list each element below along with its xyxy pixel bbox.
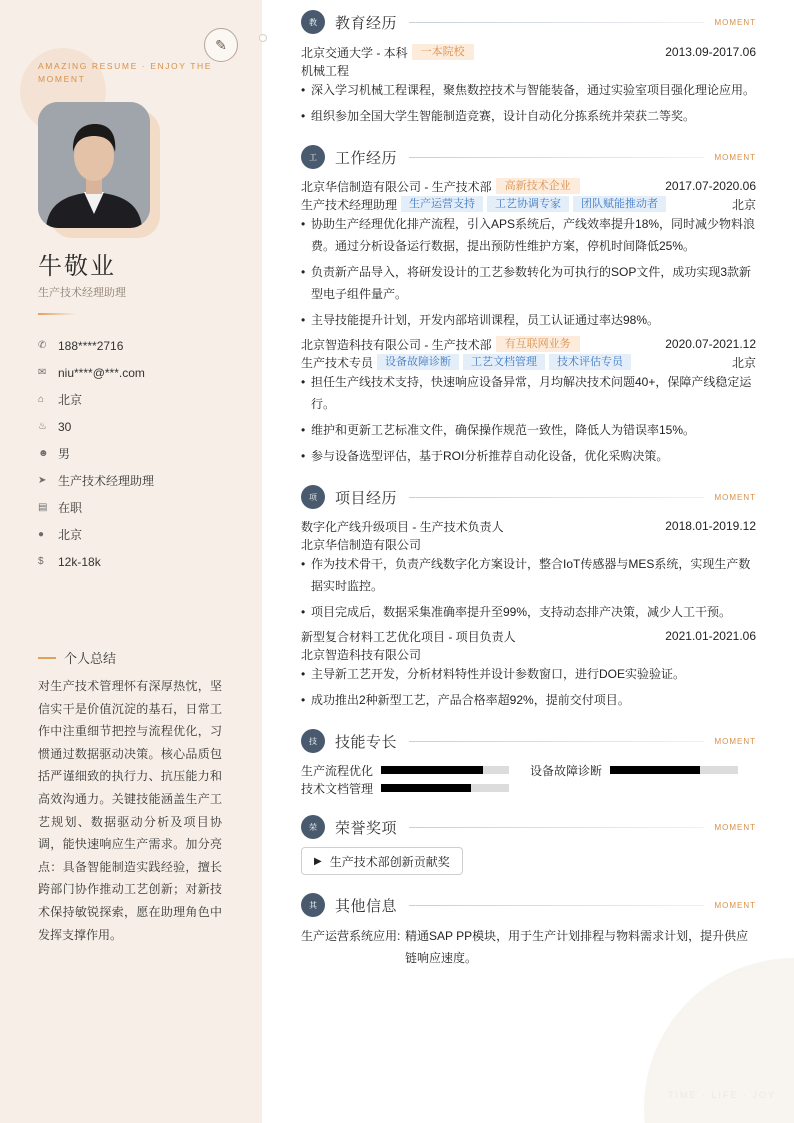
contact-target [38,467,248,494]
work-bullet: • 主导技能提升计划，开发内部培训课程，员工认证通过率达98%。 [301,309,756,331]
work-bullet: • 担任生产线技术支持，快速响应设备异常，月均解决技术问题40+，保障产线稳定运行。 [301,371,756,415]
moment-label: MOMENT [714,736,756,746]
contact-age [38,413,248,440]
section-title: 其他信息 [335,897,398,915]
decorative-dot [259,34,267,42]
company-tag: 有互联网业务 [496,336,580,352]
education-bullet: • 深入学习机械工程课程，聚焦数控技术与智能装备，通过实验室项目强化理论应用。 [301,79,756,101]
play-triangle-icon: ▶ [314,855,322,867]
contact-list [38,332,248,575]
send-icon: ➤ [38,475,47,486]
skill-item [530,761,738,779]
section-header-work [301,145,756,169]
skill-bar-fill [381,766,483,774]
profile-photo [38,102,150,228]
section-title: 技能专长 [335,733,398,751]
gender-icon: ☻ [38,448,49,459]
contact-location [38,521,248,548]
divider [409,827,704,828]
project-company: 北京华信制造有限公司 [301,537,422,552]
person-name: 牛敬业 [38,253,116,280]
project-name: 新型复合材料工艺优化项目 - 项目负责人 [301,629,516,644]
section-header-skills [301,729,756,753]
skill-bar [381,784,509,792]
work-company-row [301,177,756,195]
contact-text: 北京 [58,528,83,542]
skill-bar-fill [610,766,700,774]
feather-badge-icon: ✎ [204,28,238,62]
moment-label: MOMENT [714,492,756,502]
home-icon: ⌂ [38,394,45,405]
skill-item [301,761,509,779]
mail-icon: ✉ [38,367,47,378]
education-bullet: • 组织参加全国大学生智能制造竞赛，设计自动化分拣系统并荣获二等奖。 [301,105,756,127]
project-date: 2021.01-2021.06 [665,629,756,643]
contact-gender [38,440,248,467]
company-name: 北京智造科技有限公司 - 生产技术部 [301,337,492,352]
moment-label: MOMENT [714,152,756,162]
company-name: 北京华信制造有限公司 - 生产技术部 [301,179,492,194]
contact-phone [38,332,248,359]
position: 生产技术经理助理 [301,197,398,212]
company-tag: 高新技术企业 [496,178,580,194]
summary-heading [38,648,116,667]
divider [409,905,704,906]
summary-title: 个人总结 [64,651,117,666]
project-bullet: • 成功推出2种新型工艺，产品合格率超92%，提前交付项目。 [301,689,756,711]
major-row [301,61,756,79]
other-icon: 其 [301,893,325,917]
section-header-education [301,10,756,34]
moment-label: MOMENT [714,900,756,910]
project-bullet: • 主导新工艺开发，分析材料特性并设计参数窗口，进行DOE实验验证。 [301,663,756,685]
work-city: 北京 [731,197,756,212]
work-icon: 工 [301,145,325,169]
other-value: 精通SAP PP模块，用于生产计划排程与物料需求计划，提升供应链响应速度。 [405,929,749,965]
contact-text: 12k-18k [58,554,101,569]
work-date: 2017.07-2020.06 [665,179,756,193]
contact-text: niu****@***.com [58,365,145,380]
work-city: 北京 [731,355,756,370]
skills-icon: 技 [301,729,325,753]
skill-name: 技术文档管理 [301,781,374,796]
work-company-row [301,335,756,353]
skill-item [301,779,509,797]
contact-text: 北京 [58,393,83,407]
briefcase-icon: ▤ [38,502,48,513]
project-name: 数字化产线升级项目 - 生产技术负责人 [301,519,504,534]
skill-bar [610,766,738,774]
project-company-row [301,645,756,663]
honors-icon: 荣 [301,815,325,839]
age-icon: ♨ [38,421,47,432]
phone-icon: ✆ [38,340,47,351]
skill-name: 生产流程优化 [301,763,374,778]
divider [38,313,76,315]
project-bullet: • 作为技术骨干，负责产线数字化方案设计，整合IoT传感器与MES系统，实现生产数据实时监控。 [301,553,756,597]
project-icon: 项 [301,485,325,509]
project-row [301,517,756,535]
major: 机械工程 [301,63,350,78]
section-title: 教育经历 [335,14,398,32]
contact-text: 30 [58,419,72,434]
moment-label: MOMENT [714,822,756,832]
contact-text: 在职 [58,501,83,515]
education-row [301,43,756,61]
section-title: 工作经历 [335,149,398,167]
award-name: 生产技术部创新贡献奖 [329,854,450,869]
heading-bar [38,657,56,659]
person-role: 生产技术经理助理 [38,287,126,299]
contact-salary [38,548,248,575]
section-header-honors [301,815,756,839]
section-title: 项目经历 [335,489,398,507]
tagline: AMAZING RESUME · ENJOY THE MOMENT [38,61,212,84]
skill-tag: 工艺协调专家 [487,196,569,212]
location-pin-icon: ● [38,529,45,540]
project-bullet: • 项目完成后，数据采集准确率提升至99%，支持动态排产决策，减少人工干预。 [301,601,756,623]
skill-bar [381,766,509,774]
salary-icon: $ [38,556,44,567]
work-position-row [301,195,756,213]
contact-text: 188****2716 [58,338,124,353]
other-info-row [301,925,756,969]
award-item [301,847,463,875]
section-title: 荣誉奖项 [335,819,398,837]
skill-name: 设备故障诊断 [530,763,603,778]
project-row [301,627,756,645]
work-bullet: • 维护和更新工艺标准文件，确保操作规范一致性，降低人为错误率15%。 [301,419,756,441]
skill-tag: 生产运营支持 [401,196,483,212]
contact-home [38,386,248,413]
section-header-other [301,893,756,917]
divider [409,741,704,742]
project-company-row [301,535,756,553]
contact-email [38,359,248,386]
section-header-project [301,485,756,509]
project-date: 2018.01-2019.12 [665,519,756,533]
school-tag: 一本院校 [412,44,474,60]
watermark-text: TIME · LIFE · JOY [668,1090,777,1100]
school-name: 北京交通大学 - 本科 [301,45,408,60]
sidebar [0,0,262,1123]
work-bullet: • 协助生产经理优化排产流程，引入APS系统后，产线效率提升18%，同时减少物料浪费。通过分析设备运行数据，提出预防性维护方案，停机时间降低25%。 [301,213,756,257]
work-position-row [301,353,756,371]
person-portrait-icon [38,102,150,228]
contact-text: 生产技术经理助理 [58,474,155,488]
work-date: 2020.07-2021.12 [665,337,756,351]
contact-text: 男 [58,447,71,461]
skill-tag: 技术评估专员 [549,354,631,370]
moment-label: MOMENT [714,17,756,27]
skill-tag: 设备故障诊断 [377,354,459,370]
education-icon: 教 [301,10,325,34]
divider [409,22,704,23]
work-bullet: • 参与设备选型评估，基于ROI分析推荐自动化设备，优化采购决策。 [301,445,756,467]
other-key: 生产运营系统应用: [301,929,401,943]
education-date: 2013.09-2017.06 [665,45,756,59]
divider [409,157,704,158]
divider [409,497,704,498]
skill-tag: 工艺文档管理 [463,354,545,370]
work-bullet: • 负责新产品导入，将研发设计的工艺参数转化为可执行的SOP文件，成功实现3款新型电子组件量产。 [301,261,756,305]
position: 生产技术专员 [301,355,374,370]
skill-bar-fill [381,784,471,792]
contact-status [38,494,248,521]
skill-tag: 团队赋能推动者 [573,196,666,212]
summary-text: 对生产技术管理怀有深厚热忱，坚信实干是价值沉淀的基石，日常工作中注重细节把控与流程优化，习惯通过数据驱动决策。核心品质包括严谨细致的执行力、抗压能力和高效沟通力。关键技能涵盖生产工艺规划、数据驱动分析及项目协调，能快速响应生产需求。加分亮点：具备智能制造实践经验，擅长跨部门协作推动工艺创新；对新技术保持敏锐探索，愿在助理角色中发挥支撑作用。 [38,679,222,942]
project-company: 北京智造科技有限公司 [301,647,422,662]
